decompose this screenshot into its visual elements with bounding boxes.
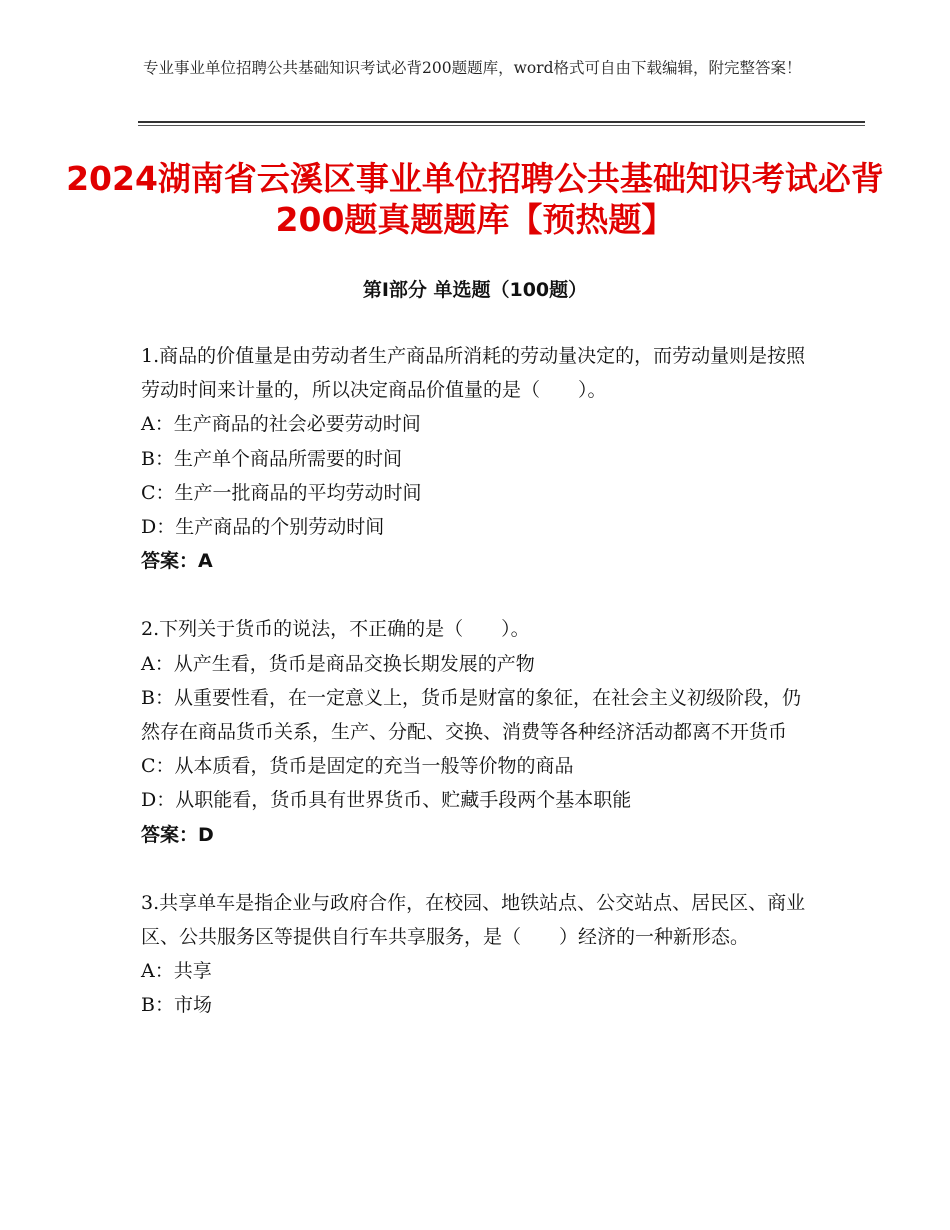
option-d: D：生产商品的个别劳动时间	[141, 516, 385, 539]
option-d: D：从职能看，货币具有世界货币、贮藏手段两个基本职能	[141, 789, 632, 812]
question-list	[141, 339, 809, 1023]
option-c: C：生产一批商品的平均劳动时间	[141, 481, 422, 504]
header-divider-thin	[138, 125, 865, 126]
option-b: B：市场	[141, 994, 212, 1017]
question-stem: 2.下列关于货币的说法，不正确的是（ ）。	[141, 618, 530, 641]
question-1	[141, 339, 809, 578]
option-b: B：生产单个商品所需要的时间	[141, 447, 402, 470]
answer: 答案：A	[141, 550, 213, 573]
question-3	[141, 886, 809, 1023]
question-stem: 1.商品的价值量是由劳动者生产商品所消耗的劳动量决定的，而劳动量则是按照劳动时间来计量的，所以决定商品价值量的是（ ）。	[141, 345, 806, 402]
question-2	[141, 612, 809, 851]
header-note: 专业事业单位招聘公共基础知识考试必背200题题库，word格式可自由下载编辑，附完整答案！	[143, 59, 802, 77]
header-divider	[138, 121, 865, 123]
option-b: B：从重要性看，在一定意义上，货币是财富的象征，在社会主义初级阶段，仍然存在商品货币关系，生产、分配、交换、消费等各种经济活动都离不开货币	[141, 686, 801, 744]
question-stem: 3.共享单车是指企业与政府合作，在校园、地铁站点、公交站点、居民区、商业区、公共服务区等提供自行车共享服务，是（ ）经济的一种新形态。	[141, 891, 806, 949]
option-a: A：生产商品的社会必要劳动时间	[141, 413, 421, 436]
document-title: 2024湖南省云溪区事业单位招聘公共基础知识考试必背200题真题题库【预热题】	[66, 159, 884, 239]
option-a: A：共享	[141, 960, 212, 983]
option-c: C：从本质看，货币是固定的充当一般等价物的商品	[141, 755, 574, 778]
answer: 答案：D	[141, 823, 214, 846]
option-a: A：从产生看，货币是商品交换长期发展的产物	[141, 652, 535, 675]
section-title: 第Ⅰ部分 单选题（100题）	[362, 279, 588, 301]
